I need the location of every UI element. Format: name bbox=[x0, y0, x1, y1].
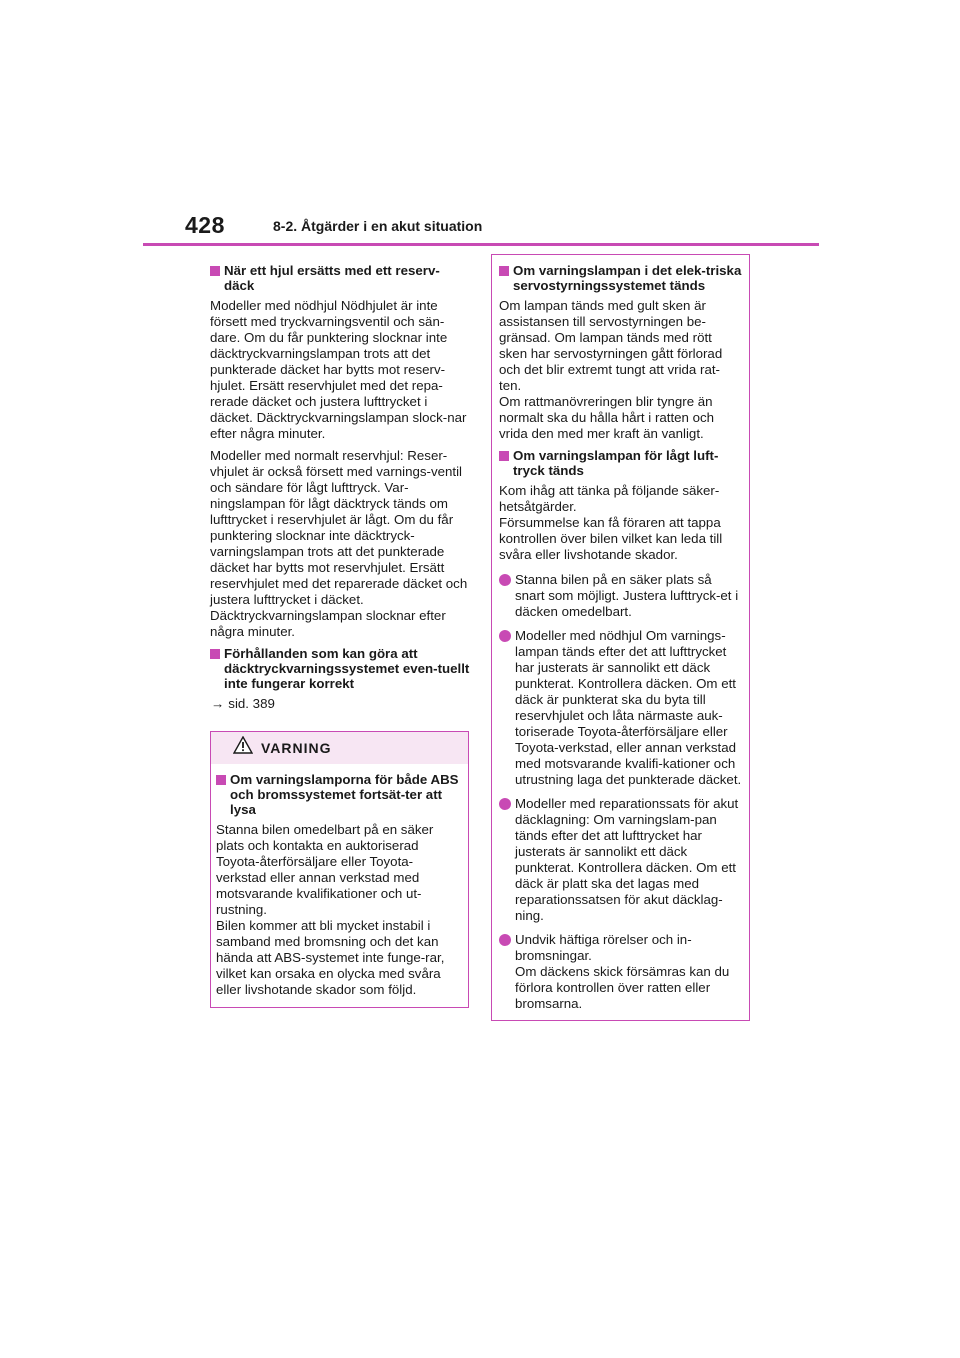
subheading-power-steering: Om varningslampan i det elek-triska servostyrningssystemet tänds bbox=[499, 263, 742, 293]
right-box bbox=[491, 254, 750, 1021]
list-item: Modeller med nödhjul Om varnings-lampan tänds efter det att lufttrycket har justerats är sannolikt ett däck punkterat. Kontrollera däcken. Om ett däck är punkterat ska du byta till reservhjulet och låta närmaste auk-toriserade Toyota-återförsäljare eller Toyota-verkstad, eller annan verkstad med motsvarande kvalifi-kationer och utrustning laga det punkterade däcket. bbox=[499, 628, 742, 788]
list-item: Undvik häftiga rörelser och in-bromsningar. Om däckens skick försämras kan du förlora kontrollen över ratten eller bromsarna. bbox=[499, 932, 742, 1012]
list-item: Stanna bilen på en säker plats så snart som möjligt. Justera lufttryck-et i däcken omedelbart. bbox=[499, 572, 742, 620]
arrow-right-icon: → bbox=[211, 696, 225, 711]
square-bullet-icon bbox=[216, 775, 226, 785]
paragraph: Försummelse kan få föraren att tappa kontrollen över bilen vilket kan leda till svåra eller livshotande skador. bbox=[499, 515, 723, 562]
paragraph: Modeller med normalt reservhjul: Reser-vhjulet är också försett med varnings-ventil och sändare för lågt lufttryck. Var-ningslampan för lågt däcktryck tänds om lufttrycket i reservhjulet är lågt. Om du får punktering slocknar inte däcktryck-varningslampan trots att det punkterade däcket har bytts mot reservhjulet. Ersätt reservhjulet med det reparerade däcket och justera lufttrycket i däcket. Däcktryckvarningslampan slocknar efter några minuter. bbox=[210, 448, 468, 639]
paragraph: Kom ihåg att tänka på följande säker-hetsåtgärder. bbox=[499, 483, 720, 514]
square-bullet-icon bbox=[210, 649, 220, 659]
list-item: Modeller med reparationssats för akut däcklagning: Om varningslam-pan tänds efter det att lufttrycket har justerats är sannolikt ett däck punkterat. Kontrollera däcken. Om ett däck är platt ska det lagas med reparationssatsen för akut däcklag-ning. bbox=[499, 796, 742, 924]
bullet-note: Om däckens skick försämras kan du förlora kontrollen över ratten eller bromsarna. bbox=[515, 964, 730, 1011]
warning-body bbox=[211, 764, 468, 1007]
warning-box bbox=[210, 731, 469, 1008]
subheading-spare-wheel: När ett hjul ersätts med ett reserv-däck bbox=[210, 263, 470, 293]
paragraph: Om rattmanövreringen blir tyngre än normalt ska du hålla hårt i ratten och vrida den med mer kraft än vanligt. bbox=[499, 394, 715, 441]
page-header bbox=[143, 212, 819, 248]
warning-triangle-icon bbox=[233, 736, 253, 759]
warning-header bbox=[211, 732, 468, 764]
paragraph: Om lampan tänds med gult sken är assistansen till servostyrningen be-gränsad. Om lampan tänds med rött sken har servostyrningen gått förlorad och det blir extremt tungt att vrida rat-ten. bbox=[499, 298, 723, 393]
circle-bullet-icon bbox=[499, 934, 511, 946]
warning-label: VARNING bbox=[261, 740, 332, 756]
page-reference-link[interactable]: sid. 389 bbox=[228, 696, 275, 711]
square-bullet-icon bbox=[499, 266, 509, 276]
square-bullet-icon bbox=[210, 266, 220, 276]
circle-bullet-icon bbox=[499, 630, 511, 642]
left-column bbox=[210, 263, 470, 712]
square-bullet-icon bbox=[499, 451, 509, 461]
circle-bullet-icon bbox=[499, 798, 511, 810]
paragraph: Bilen kommer att bli mycket instabil i samband med bromsning och det kan hända att ABS-systemet inte funge-rar, vilket kan orsaka en olycka med svåra eller livshotande skador som följd. bbox=[216, 918, 445, 997]
subheading-low-pressure: Om varningslampan för lågt luft-tryck tänds bbox=[499, 448, 742, 478]
paragraph: Stanna bilen omedelbart på en säker plats och kontakta en auktoriserad Toyota-återförsäljare eller Toyota-verkstad eller annan verkstad med motsvarande kvalifikationer och ut-rustning. bbox=[216, 822, 434, 917]
header-divider bbox=[143, 243, 819, 246]
section-title: 8-2. Åtgärder i en akut situation bbox=[273, 218, 483, 234]
paragraph: Modeller med nödhjul Nödhjulet är inte försett med tryckvarningsventil och sän-dare. Om du får punktering slocknar inte däcktryckvarningslampan trots att det punkterade däcket har bytts mot reserv-hjulet. Ersätt reservhjulet med det repa-rerade däcket och justera lufttrycket i däcket. Däcktryckvarningslampan slock-nar efter några minuter. bbox=[210, 298, 467, 441]
page-reference bbox=[211, 696, 470, 712]
circle-bullet-icon bbox=[499, 574, 511, 586]
warning-subheading: Om varningslamporna för både ABS och bromssystemet fortsät-ter att lysa bbox=[216, 772, 463, 817]
page-number: 428 bbox=[185, 212, 225, 238]
subheading-conditions: Förhållanden som kan göra att däcktryckvarningssystemet even-tuellt inte fungerar korrekt bbox=[210, 646, 470, 691]
